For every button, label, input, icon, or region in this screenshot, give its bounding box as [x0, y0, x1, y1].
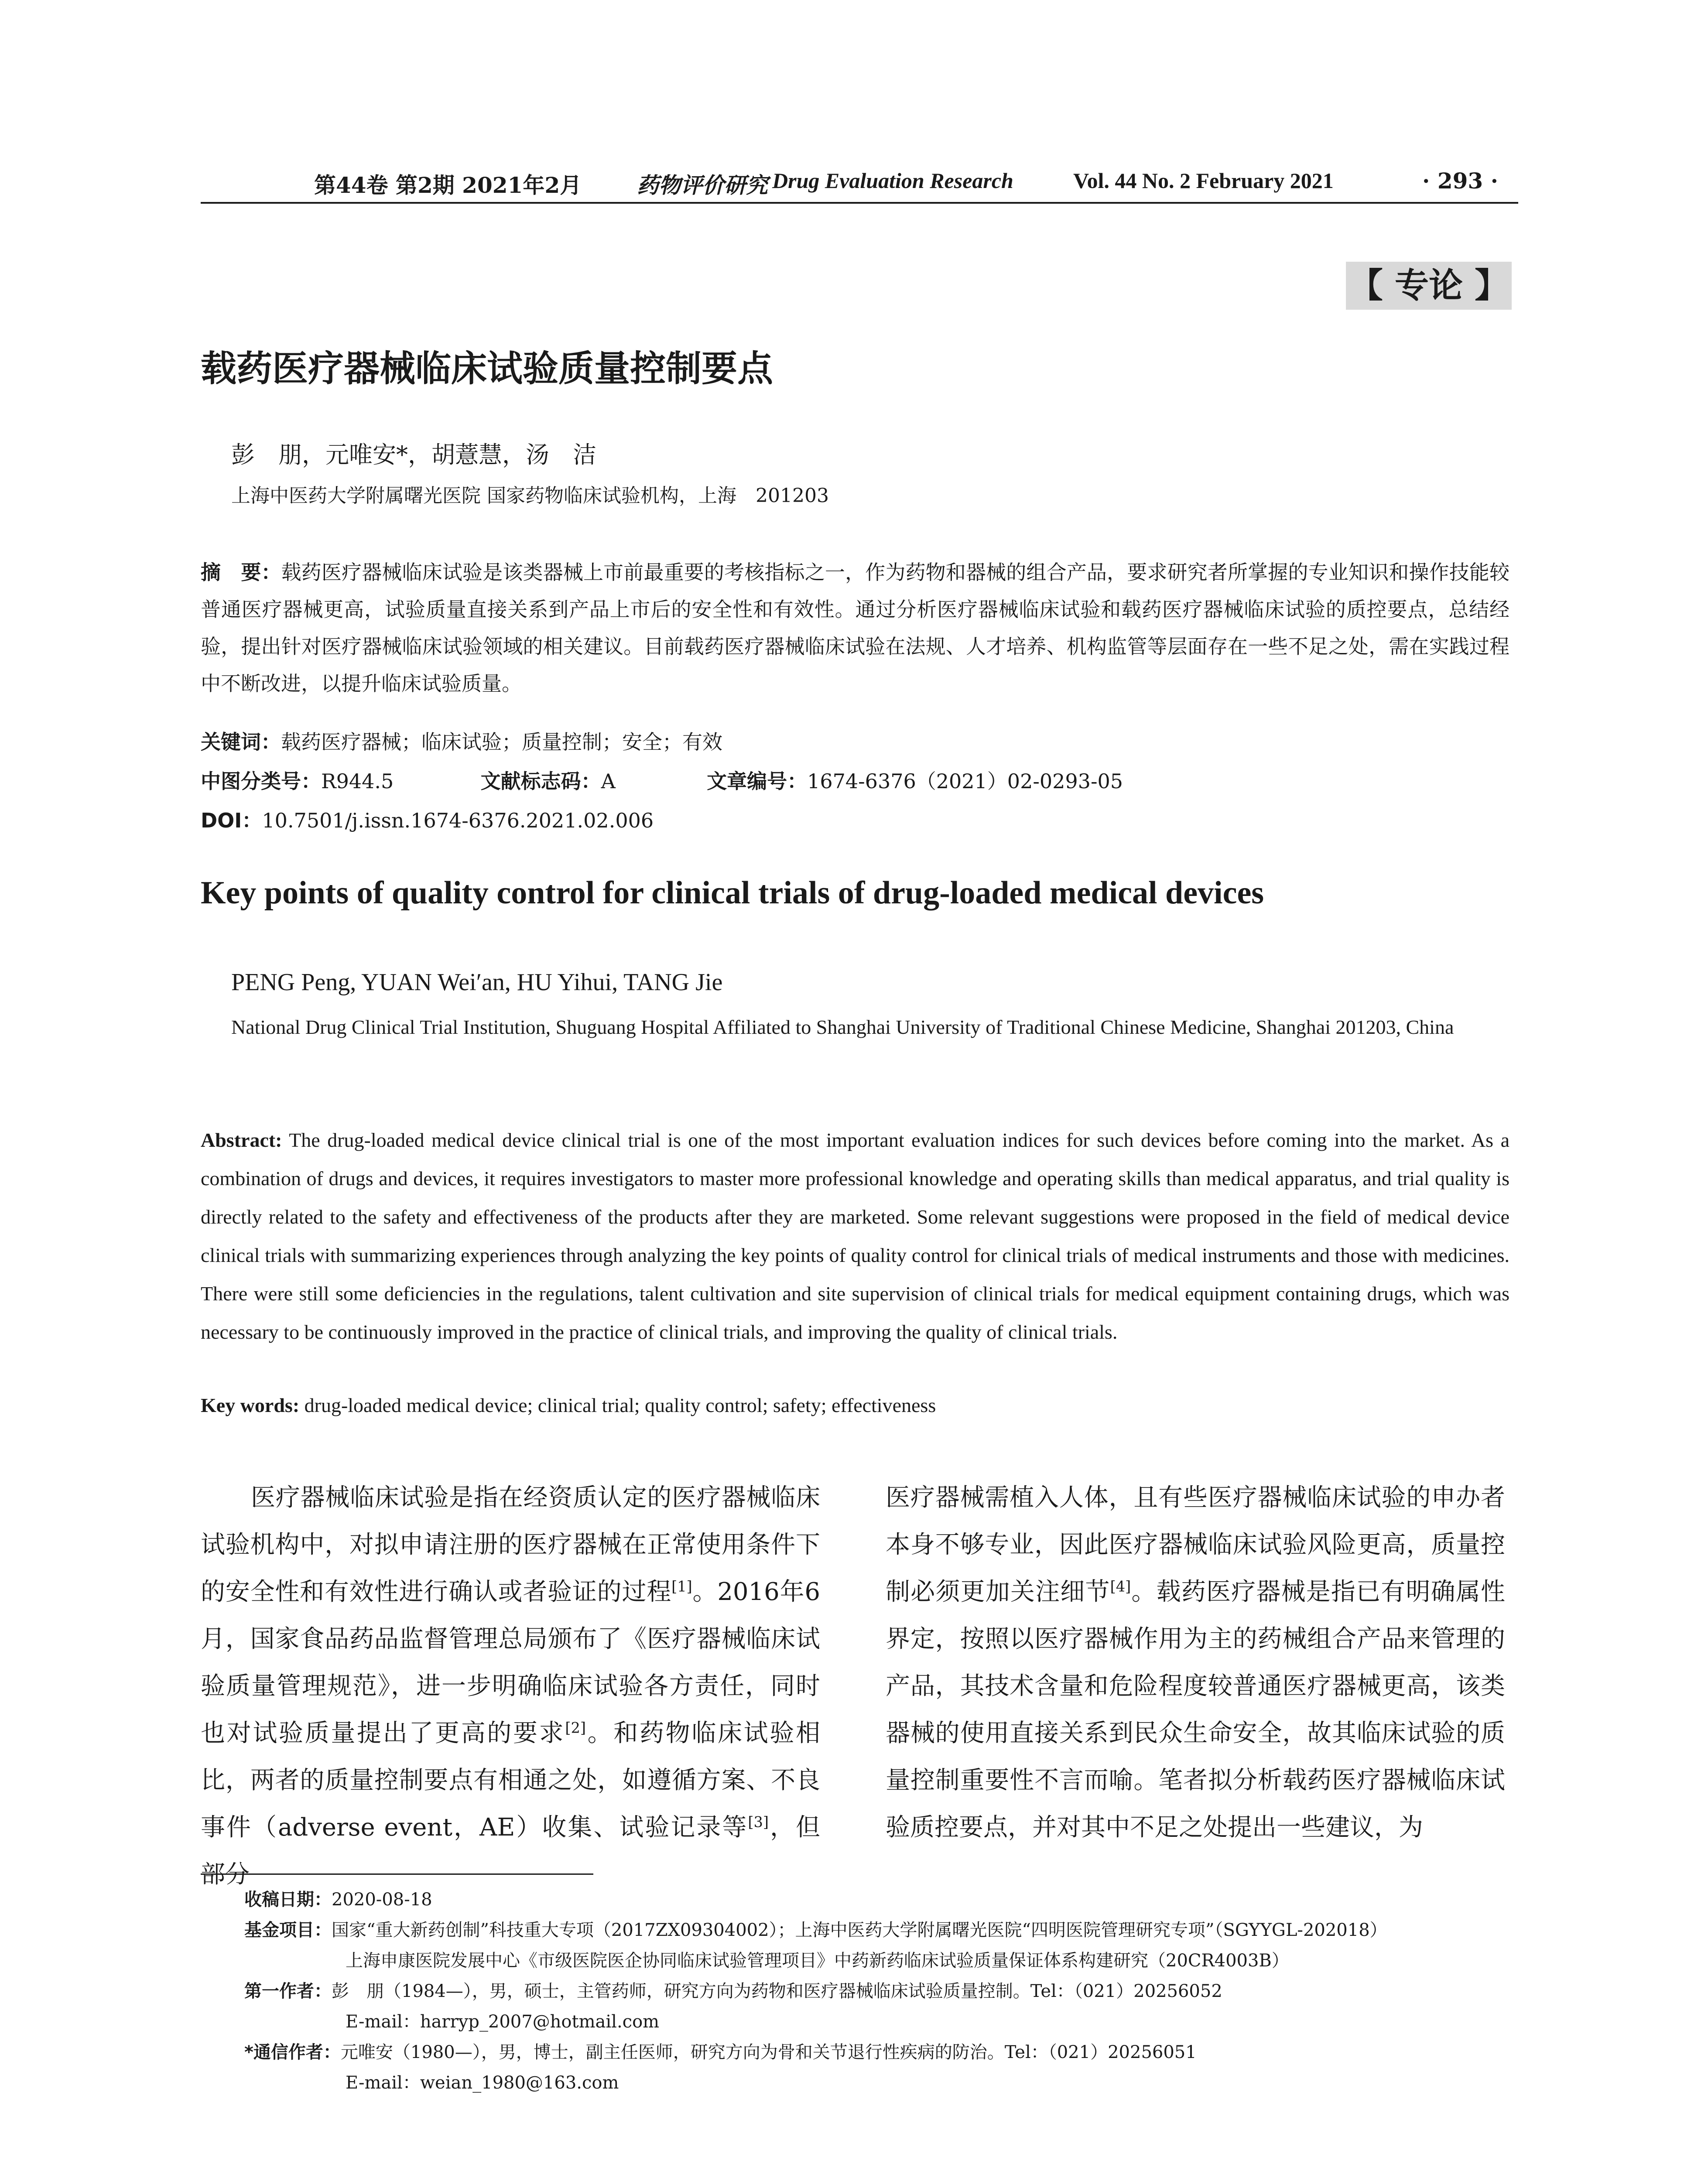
clc-label: 中图分类号：: [201, 769, 321, 793]
keywords-cn-label: 关键词：: [201, 730, 281, 754]
doc-code-value: A: [601, 769, 616, 793]
header-page-number: · 293 ·: [1422, 168, 1498, 194]
doi-value: 10.7501/j.issn.1674-6376.2021.02.006: [262, 809, 654, 832]
journal-logo-cn: 药物评价研究: [637, 172, 768, 198]
section-tag: 【 专论 】: [1346, 262, 1512, 310]
abstract-en-text: The drug-loaded medical device clinical trial is one of the most important evaluation indices for such devices before coming into the market. As a combination of drugs and devices, it requires investigators to master more professional knowledge and operating skills than medical apparatus, and trial quality is directly related to the safety and effectiveness of the products after they are marketed. Some relevant suggestions were proposed in the field of medical device clinical trials with summarizing experiences through analyzing the key points of quality control for clinical trials of medical instruments and those with medicines. There were still some deficiencies in the regulations, talent cultivation and site supervision of clinical trials for medical equipment containing drugs, which was necessary to be continuously improved in the practice of clinical trials, and improving the quality of clinical trials.: [201, 1129, 1509, 1343]
body-column-right: [886, 1474, 1505, 1851]
title-en: Key points of quality control for clinical trials of drug-loaded medical devices: [201, 875, 1264, 911]
doi-label: DOI：: [201, 809, 262, 832]
citation-1: [1]: [671, 1578, 692, 1595]
body-text: 。载药医疗器械是指已有明确属性界定，按照以医疗器械作用为主的药械组合产品来管理的产品，其技术含量和危险程度较普通医疗器械更高，该类器械的使用直接关系到民众生命安全，故其临床试验的质量控制重要性不言而喻。笔者拟分析载药医疗器械临床试验质控要点，并对其中不足之处提出一些建议，为: [886, 1578, 1506, 1842]
body-text: 医疗器械临床试验是指在经资质认定的医疗器械临床试验机构中，对拟申请注册的医疗器械在正常使用条件下的安全性和有效性进行确认或者验证的过程: [201, 1484, 820, 1606]
authors-en: PENG Peng, YUAN Wei′an, HU Yihui, TANG Jie: [231, 969, 723, 996]
citation-4: [4]: [1110, 1578, 1131, 1595]
keywords-en: [201, 1394, 936, 1417]
first-author-email: E-mail：harryp_2007@hotmail.com: [346, 2012, 660, 2032]
received-date: 2020-08-18: [332, 1890, 432, 1910]
first-author-label: 第一作者：: [244, 1981, 332, 2001]
fund-label: 基金项目：: [244, 1920, 332, 1940]
keywords-en-text: drug-loaded medical device; clinical trial; quality control; safety; effectiveness: [304, 1394, 936, 1416]
header-volume-en: Vol. 44 No. 2 February 2021: [1073, 168, 1334, 193]
header-rule: [201, 202, 1518, 204]
abstract-cn-label: 摘 要：: [201, 561, 281, 584]
header-journal-en: Drug Evaluation Research: [772, 168, 1013, 193]
title-cn: 载药医疗器械临床试验质量控制要点: [201, 348, 774, 390]
running-header: [201, 168, 1518, 198]
footnote-corresponding: [244, 2037, 1518, 2068]
clc-value: R944.5: [321, 769, 394, 793]
footnote-rule: [201, 1873, 593, 1875]
authors-cn: 彭 朋，元唯安*，胡薏慧，汤 洁: [231, 441, 596, 468]
fund-line-1: 国家“重大新药创制”科技重大专项（2017ZX09304002）；上海中医药大学附属曙光医院“四明医院管理研究专项”（SGYYGL-202018）: [332, 1920, 1387, 1940]
classification-line: [201, 766, 1123, 794]
abstract-cn: [201, 554, 1509, 702]
header-volume-cn: 第44卷 第2期 2021年2月: [314, 172, 582, 198]
body-text: ，但部分: [201, 1813, 820, 1889]
article-number-value: 1674-6376（2021）02-0293-05: [807, 769, 1123, 793]
keywords-cn: [201, 726, 722, 755]
fund-line-2: 上海申康医院发展中心《市级医院医企协同临床试验管理项目》中药新药临床试验质量保证体系构建研究（20CR4003B）: [346, 1951, 1289, 1971]
doi-line: [201, 805, 654, 834]
keywords-cn-text: 载药医疗器械；临床试验；质量控制；安全；有效: [281, 730, 722, 754]
body-text: 。和药物临床试验相比，两者的质量控制要点有相通之处，如遵循方案、不良事件（adverse event，AE）收集、试验记录等: [201, 1719, 821, 1842]
footnote-received: [244, 1884, 1518, 1915]
received-label: 收稿日期：: [244, 1890, 332, 1910]
affiliation-en: National Drug Clinical Trial Institution, Shuguang Hospital Affiliated to Shanghai University of Traditional Chinese Medicine, Shanghai 201203, China: [231, 1016, 1454, 1038]
body-text: 医疗器械需植入人体，且有些医疗器械临床试验的申办者本身不够专业，因此医疗器械临床试验风险更高，质量控制必须更加关注细节: [886, 1484, 1505, 1606]
corresponding-email: E-mail：weian_1980@163.com: [346, 2073, 619, 2093]
affiliation-cn: 上海中医药大学附属曙光医院 国家药物临床试验机构，上海 201203: [231, 485, 829, 507]
abstract-en-label: Abstract:: [201, 1129, 282, 1151]
citation-2: [2]: [565, 1719, 586, 1737]
corresponding-label: *通信作者：: [244, 2042, 341, 2062]
citation-3: [3]: [748, 1813, 769, 1831]
footnote-fund: [244, 1915, 1518, 1945]
footnote-first-author: [244, 1976, 1518, 2007]
keywords-en-label: Key words:: [201, 1394, 300, 1416]
doc-code-label: 文献标志码：: [480, 769, 601, 793]
corresponding-text: 元唯安（1980—），男，博士，副主任医师，研究方向为骨和关节退行性疾病的防治。Tel：（021）20256051: [340, 2042, 1197, 2062]
abstract-cn-text: 载药医疗器械临床试验是该类器械上市前最重要的考核指标之一，作为药物和器械的组合产品，要求研究者所掌握的专业知识和操作技能较普通医疗器械更高，试验质量直接关系到产品上市后的安全性和有效性。通过分析医疗器械临床试验和载药医疗器械临床试验的质控要点，总结经验，提出针对医疗器械临床试验领域的相关建议。目前载药医疗器械临床试验在法规、人才培养、机构监管等层面存在一些不足之处，需在实践过程中不断改进，以提升临床试验质量。: [201, 561, 1509, 695]
body-column-left: [201, 1474, 820, 1898]
abstract-en: [201, 1121, 1509, 1351]
article-number-label: 文章编号：: [707, 769, 808, 793]
body-text: 。2016年6月，国家食品药品监督管理总局颁布了《医疗器械临床试验质量管理规范》，进一步明确临床试验各方责任，同时也对试验质量提出了更高的要求: [201, 1578, 820, 1747]
first-author-text: 彭 朋（1984—），男，硕士，主管药师，研究方向为药物和医疗器械临床试验质量控制。Tel：（021）20256052: [332, 1981, 1222, 2001]
